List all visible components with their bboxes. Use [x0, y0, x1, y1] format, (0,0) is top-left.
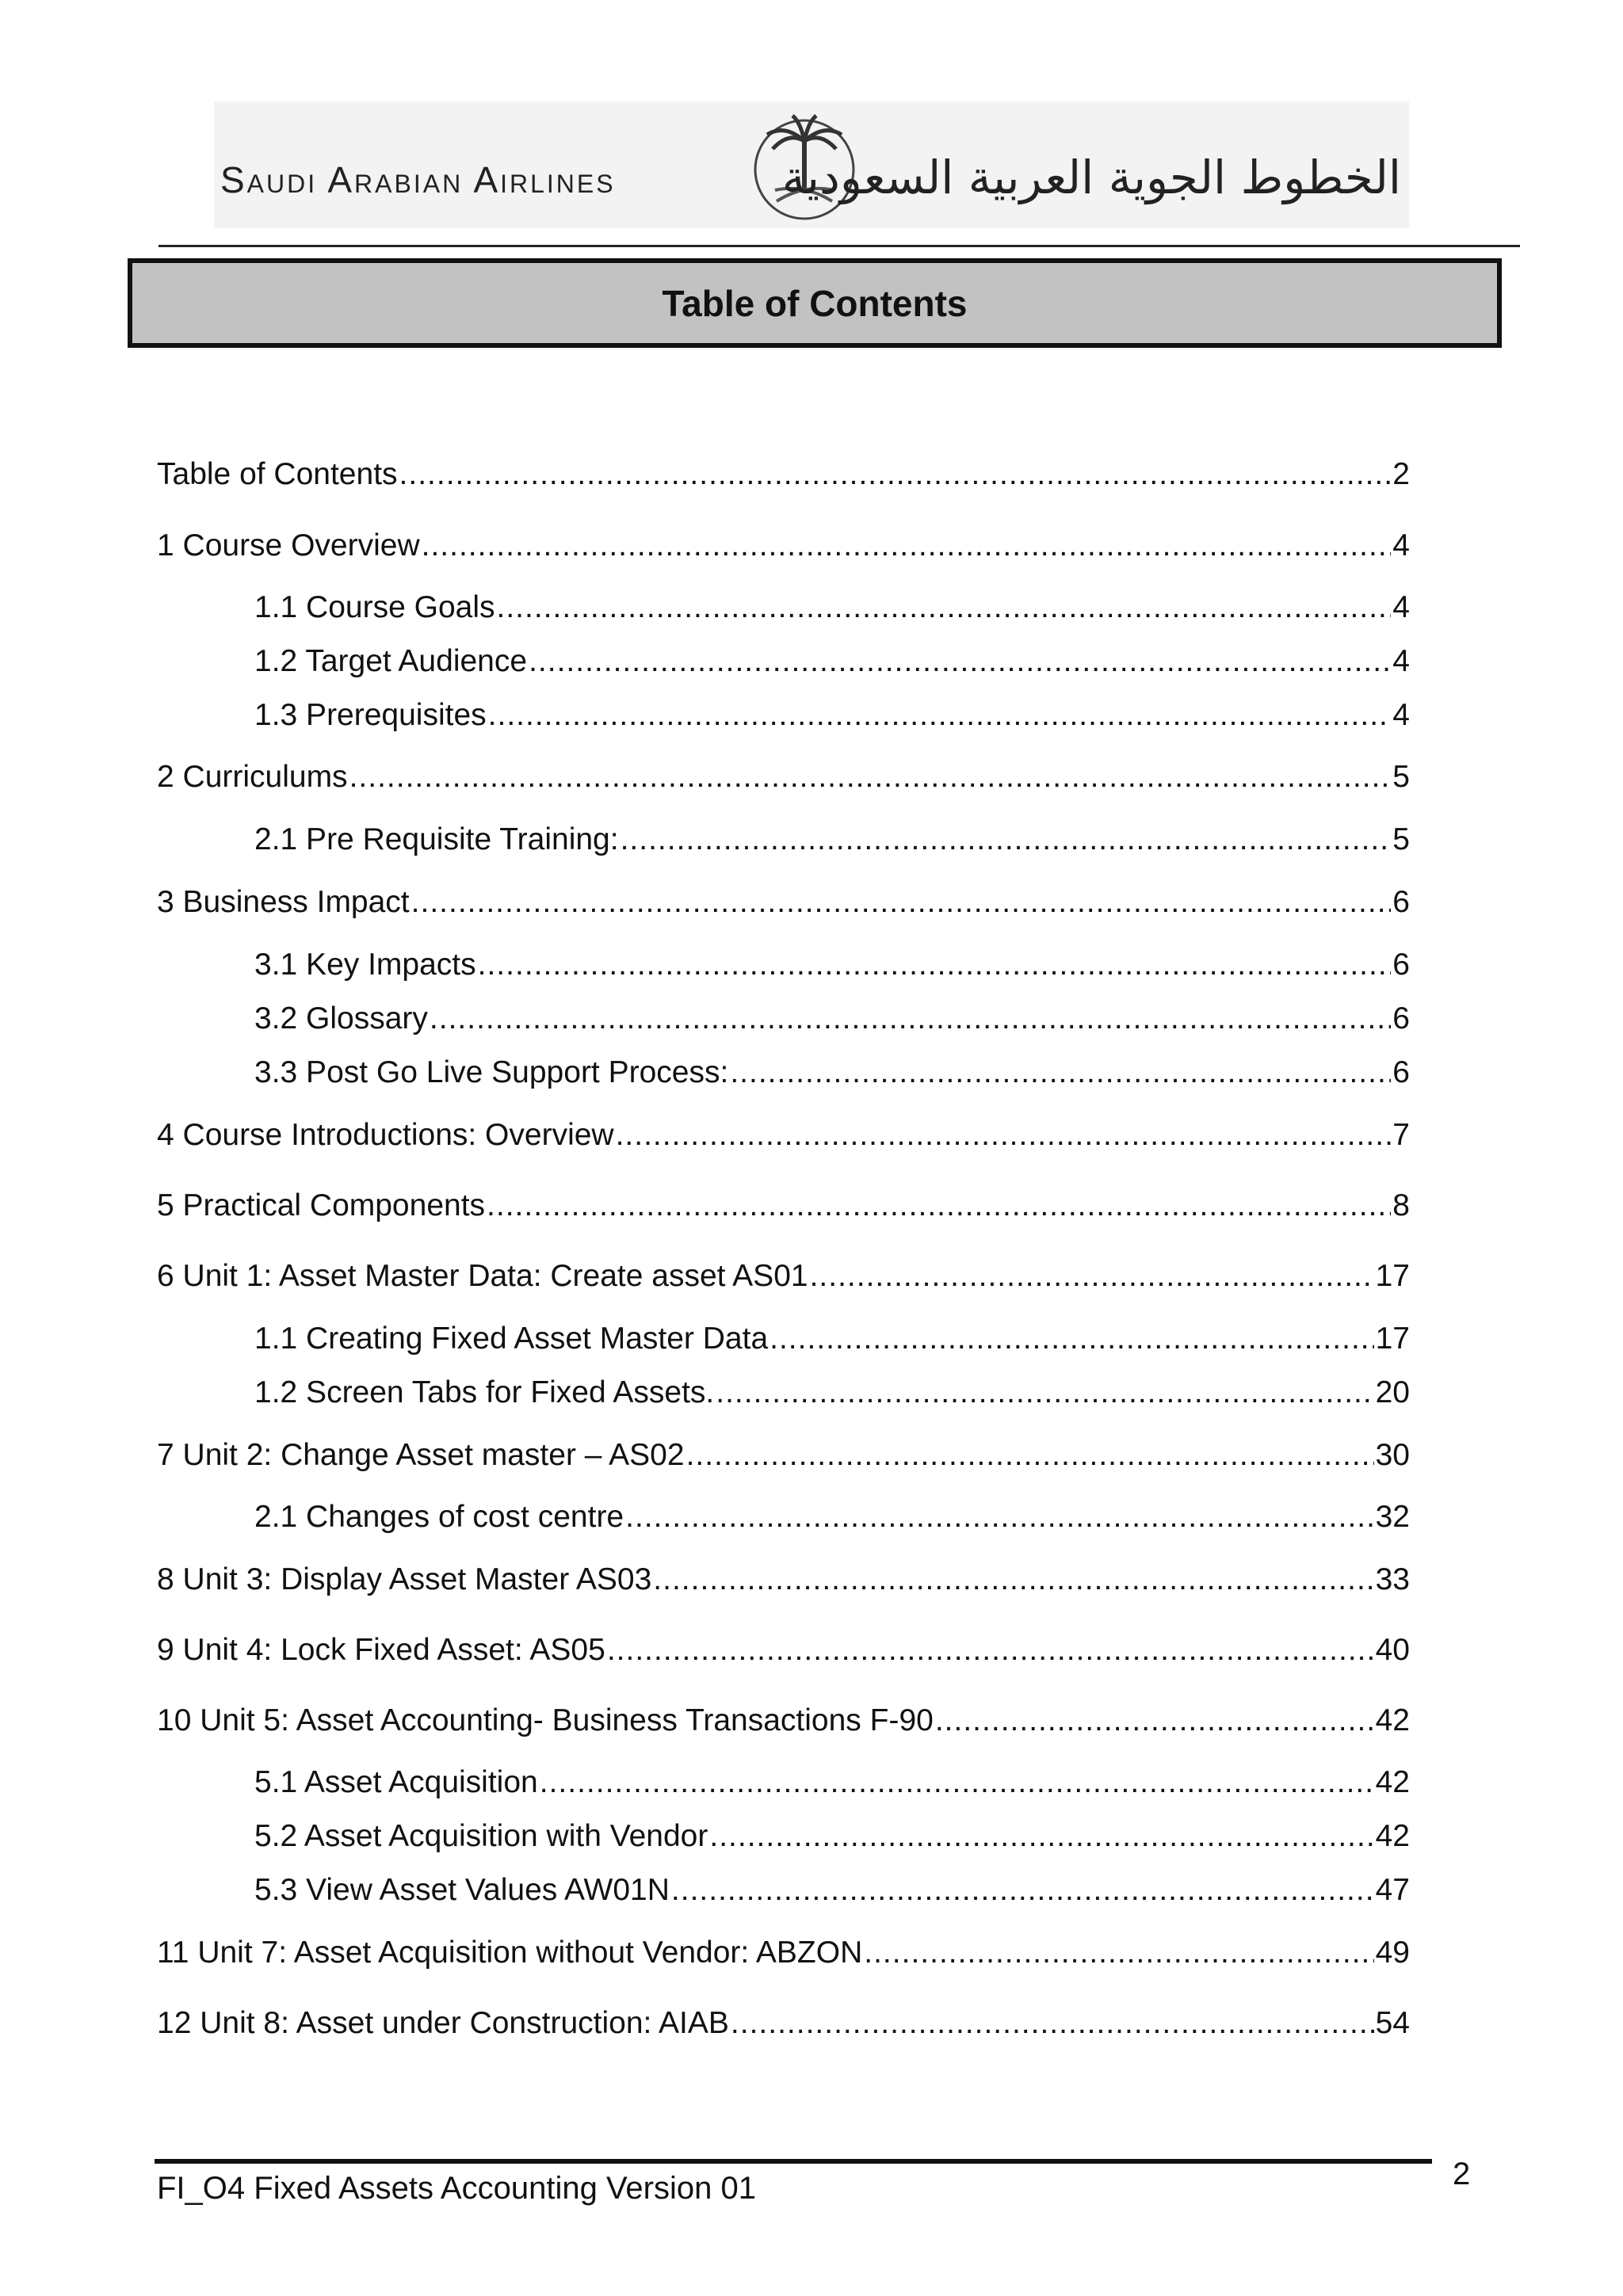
toc-entry-text: 1 Course Overview	[157, 528, 420, 563]
toc-entry-text: 5 Practical Components	[157, 1188, 486, 1222]
toc-entry-page: 4	[1392, 698, 1410, 732]
toc-entry[interactable]	[157, 1257, 1410, 1295]
toc-entry-text: 3.2 Glossary	[254, 1001, 428, 1035]
toc-entry-text: 4 Course Introductions: Overview	[157, 1118, 614, 1152]
toc-entry-page: 40	[1375, 1633, 1410, 1667]
header-divider	[158, 245, 1520, 247]
toc-dot-leader	[731, 2004, 1374, 2042]
toc-dot-leader	[487, 1187, 1391, 1225]
toc-entry-page: 7	[1392, 1118, 1410, 1152]
toc-entry[interactable]	[254, 589, 1410, 627]
toc-entry-text: 5.3 View Asset Values AW01N	[254, 1873, 670, 1907]
toc-entry-page: 4	[1392, 644, 1410, 678]
toc-entry[interactable]	[157, 527, 1410, 565]
toc-entry-text: 3 Business Impact	[157, 885, 410, 919]
toc-dot-leader	[769, 1320, 1373, 1358]
airline-logo-banner	[214, 101, 1409, 228]
toc-entry-page: 17	[1375, 1259, 1410, 1293]
toc-entry[interactable]	[157, 1631, 1410, 1669]
toc-dot-leader	[497, 589, 1392, 627]
toc-dot-leader	[730, 1054, 1391, 1092]
logo-arabic-text: الخطوط الجوية العربية السعودية	[781, 151, 1401, 204]
toc-entry-text: 2.1 Pre Requisite Training:	[254, 822, 619, 856]
toc-dot-leader	[529, 643, 1391, 681]
toc-entry-text: 7 Unit 2: Change Asset master – AS02	[157, 1438, 685, 1472]
toc-dot-leader	[671, 1871, 1374, 1909]
toc-entry-text: 1.2 Screen Tabs for Fixed Assets.	[254, 1375, 715, 1409]
toc-entry[interactable]	[254, 1498, 1410, 1536]
toc-dot-leader	[616, 1116, 1392, 1154]
toc-entry[interactable]	[254, 1374, 1410, 1412]
toc-dot-leader	[810, 1257, 1374, 1295]
toc-entry-text: 9 Unit 4: Lock Fixed Asset: AS05	[157, 1633, 605, 1667]
toc-entry-page: 6	[1392, 948, 1410, 982]
toc-entry-page: 32	[1375, 1500, 1410, 1534]
toc-entry-text: Table of Contents	[157, 457, 398, 491]
toc-entry[interactable]	[157, 1116, 1410, 1154]
toc-dot-leader	[625, 1498, 1373, 1536]
toc-entry[interactable]	[254, 696, 1410, 734]
toc-entry[interactable]	[157, 1934, 1410, 1972]
toc-entry-page: 49	[1375, 1936, 1410, 1970]
toc-entry-page: 42	[1375, 1819, 1410, 1853]
toc-entry-text: 2 Curriculums	[157, 760, 348, 794]
toc-entry[interactable]	[157, 456, 1410, 494]
toc-entry-text: 8 Unit 3: Display Asset Master AS03	[157, 1562, 652, 1596]
toc-entry-page: 30	[1375, 1438, 1410, 1472]
toc-dot-leader	[607, 1631, 1374, 1669]
toc-dot-leader	[716, 1374, 1373, 1412]
toc-entry-text: 6 Unit 1: Asset Master Data: Create asset AS01	[157, 1259, 808, 1293]
toc-entry-text: 12 Unit 8: Asset under Construction: AIAB	[157, 2006, 729, 2040]
toc-dot-leader	[488, 696, 1392, 734]
toc-entry-text: 1.2 Target Audience	[254, 644, 528, 678]
toc-entry-page: 42	[1375, 1765, 1410, 1799]
toc-dot-leader	[864, 1934, 1373, 1972]
logo-english-text: Saudi Arabian Airlines	[220, 159, 616, 200]
toc-entry-page: 6	[1392, 1001, 1410, 1035]
toc-entry-text: 2.1 Changes of cost centre	[254, 1500, 624, 1534]
toc-entry-text: 10 Unit 5: Asset Accounting- Business Transactions F-90	[157, 1703, 934, 1737]
toc-entry[interactable]	[254, 1054, 1410, 1092]
toc-entry-text: 5.2 Asset Acquisition with Vendor	[254, 1819, 708, 1853]
toc-dot-leader	[399, 456, 1392, 494]
toc-entry-page: 20	[1375, 1375, 1410, 1409]
toc-entry-page: 2	[1392, 457, 1410, 491]
toc-entry[interactable]	[254, 1871, 1410, 1909]
toc-dot-leader	[935, 1702, 1374, 1740]
toc-entry[interactable]	[157, 1702, 1410, 1740]
toc-entry-text: 3.3 Post Go Live Support Process:	[254, 1055, 729, 1089]
toc-entry[interactable]	[157, 883, 1410, 921]
toc-entry-page: 6	[1392, 885, 1410, 919]
toc-entry[interactable]	[254, 821, 1410, 859]
toc-entry-page: 17	[1375, 1322, 1410, 1356]
toc-entry[interactable]	[157, 1561, 1410, 1599]
toc-entry-page: 5	[1392, 760, 1410, 794]
toc-entry-text: 1.1 Course Goals	[254, 590, 495, 624]
toc-dot-leader	[422, 527, 1392, 565]
toc-entry-page: 42	[1375, 1703, 1410, 1737]
toc-entry[interactable]	[254, 1817, 1410, 1855]
toc-entry[interactable]	[157, 1187, 1410, 1225]
toc-entry-page: 4	[1392, 528, 1410, 563]
toc-entry[interactable]	[254, 1764, 1410, 1802]
toc-entry[interactable]	[254, 643, 1410, 681]
toc-entry-page: 54	[1375, 2006, 1410, 2040]
toc-dot-leader	[430, 1000, 1391, 1038]
toc-entry[interactable]	[254, 1000, 1410, 1038]
toc-dot-leader	[478, 946, 1392, 984]
toc-entry[interactable]	[157, 2004, 1410, 2042]
toc-dot-leader	[709, 1817, 1373, 1855]
toc-entry-text: 11 Unit 7: Asset Acquisition without Vendor: ABZON	[157, 1936, 863, 1970]
page-title: Table of Contents	[662, 282, 968, 324]
toc-entry[interactable]	[254, 1320, 1410, 1358]
toc-entry-page: 47	[1375, 1873, 1410, 1907]
toc-dot-leader	[653, 1561, 1373, 1599]
toc-entry[interactable]	[254, 946, 1410, 984]
toc-entry[interactable]	[157, 1436, 1410, 1474]
toc-entry-page: 33	[1375, 1562, 1410, 1596]
toc-entry-text: 3.1 Key Impacts	[254, 948, 476, 982]
toc-dot-leader	[349, 758, 1392, 796]
toc-dot-leader	[621, 821, 1392, 859]
toc-dot-leader	[540, 1764, 1374, 1802]
toc-dot-leader	[686, 1436, 1374, 1474]
toc-entry-text: 1.1 Creating Fixed Asset Master Data	[254, 1322, 769, 1356]
toc-entry-page: 4	[1392, 590, 1410, 624]
toc-entry-page: 8	[1392, 1188, 1410, 1222]
toc-entry-page: 5	[1392, 822, 1410, 856]
toc-entry[interactable]	[157, 758, 1410, 796]
toc-entry-page: 6	[1392, 1055, 1410, 1089]
toc-dot-leader	[411, 883, 1392, 921]
toc-title-box	[128, 258, 1502, 348]
page-number: 2	[1453, 2157, 1471, 2191]
toc-entry-text: 5.1 Asset Acquisition	[254, 1765, 538, 1799]
toc-entry-text: 1.3 Prerequisites	[254, 698, 487, 732]
footer-divider	[155, 2159, 1432, 2164]
footer-document-name: FI_O4 Fixed Assets Accounting Version 01	[157, 2171, 756, 2206]
